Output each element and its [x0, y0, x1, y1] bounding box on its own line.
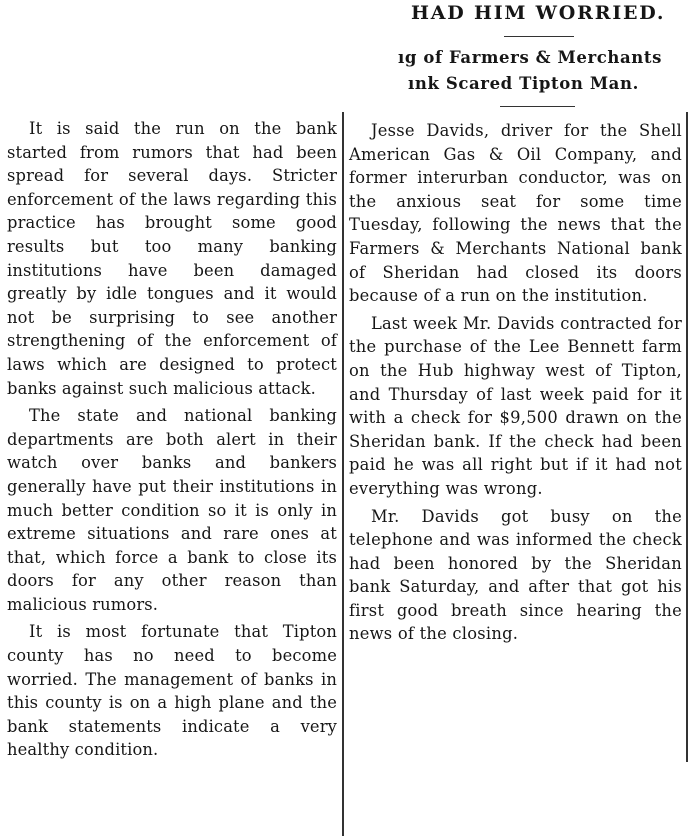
right-paragraph-2: Last week Mr. Davids contracted for the purchase of the Lee Bennett farm on the Hub highway west of Tipton, and Thursday of last week paid for it with a check for $9,500 drawn on the Sheridan bank. If the check had been paid he was all right but if it had not everything was wrong.	[349, 313, 682, 498]
subheadline-line-2: ınk Scared Tipton Man.	[408, 74, 639, 93]
right-paragraph-3: Mr. Davids got busy on the telephone and was informed the check had been honored by the Sheridan bank Saturday, and after that got his first good breath since hearing the news of the closing.	[349, 506, 682, 644]
right-edge-rule	[686, 112, 688, 762]
left-paragraph-2: The state and national banking departments are both alert in their watch over banks and bankers generally have put their institutions in much better condition so it is only in extreme situations and rare ones at that, which force a bank to close its doors for any other reason than malicious rumors.	[7, 406, 337, 614]
column-divider	[342, 112, 344, 836]
right-paragraph-1: Jesse Davids, driver for the Shell American Gas & Oil Company, and former interurban conductor, was on the anxious seat for some time Tuesday, following the news that the Farmers & Merchants National bank of Sheridan had closed its doors because of a run on the institution.	[349, 121, 682, 306]
subheadline-line-1: ıg of Farmers & Merchants	[398, 48, 663, 67]
headline-divider	[504, 36, 574, 37]
left-column	[7, 117, 337, 762]
headline: HAD HIM WORRIED.	[411, 2, 666, 24]
right-column	[349, 119, 682, 646]
subheadline-divider	[500, 106, 575, 107]
left-paragraph-1: It is said the run on the bank started from rumors that had been spread for several days. Stricter enforcement of the laws regarding this practice has brought some good results but too many banking institutions have been damaged greatly by idle tongues and it would not be surprising to see another strengthening of the enforcement of laws which are designed to protect banks against such malicious attack.	[7, 119, 337, 398]
left-paragraph-3: It is most fortunate that Tipton county has no need to become worried. The management of banks in this county is on a high plane and the bank statements indicate a very healthy condition.	[7, 622, 337, 760]
